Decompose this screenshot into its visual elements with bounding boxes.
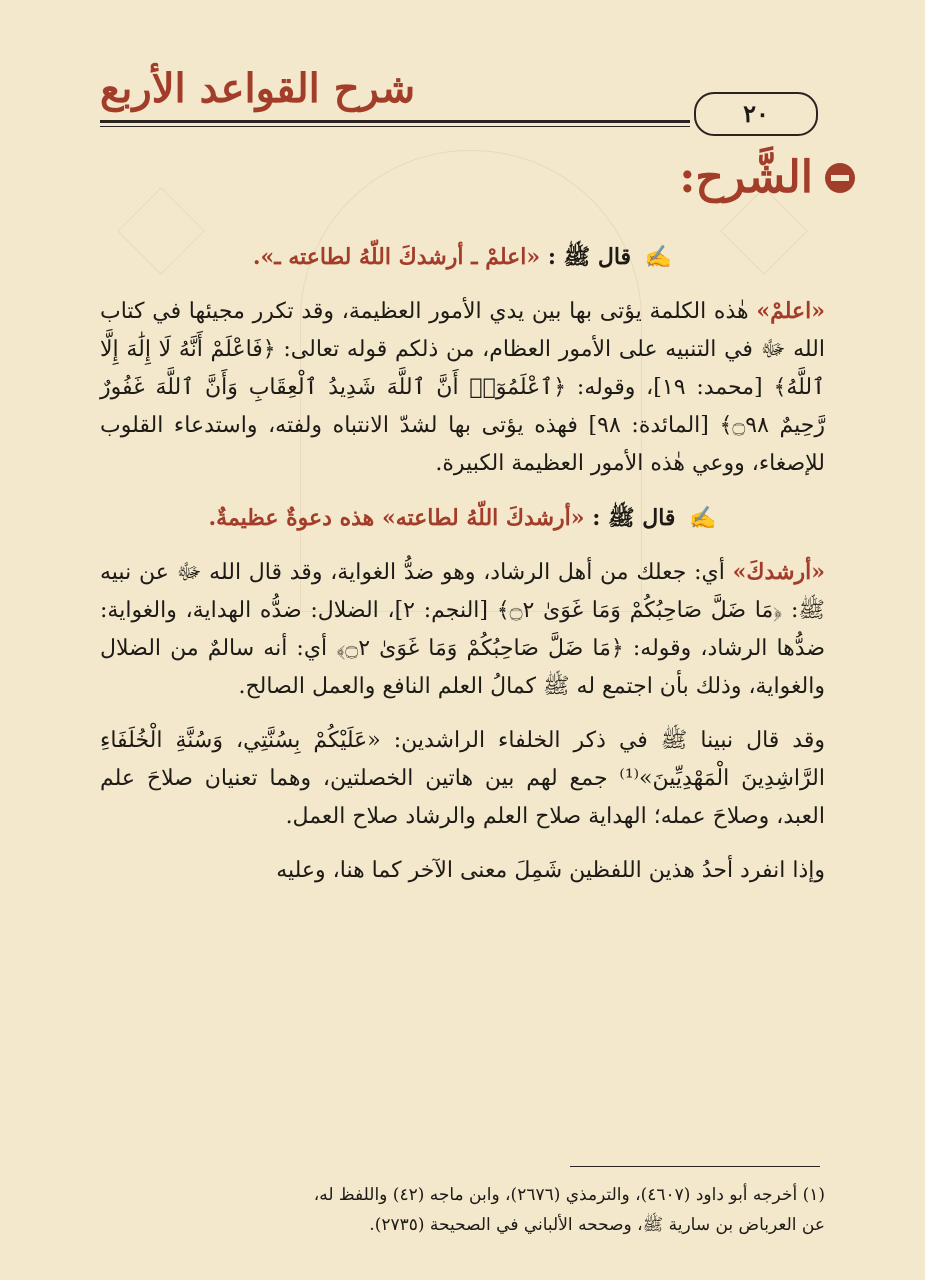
quote-prefix: قال ﷺ : (592, 505, 676, 531)
paragraph-text: أي: جعلك من أهل الرشاد، وهو ضدُّ الغواية، وقد قال الله ﷻ عن نبيه ﷺ: ﴿مَا ضَلَّ صَاحِبُكُمْ وَمَا غَوَىٰ ۝٢﴾ [النجم: ٢]، الضلال: ضدُّه الهداية، والغواية: ضدُّها الرشاد، وقوله: ﴿مَا ضَلَّ صَاحِبُكُمْ وَمَا غَوَىٰ ۝٢﴾ أي: أنه سالمٌ من الضلال والغواية، وذلك بأن اجتمع له ﷺ كمالُ العلم النافع والعمل الصالح. (100, 560, 826, 699)
footnotes (100, 1180, 825, 1240)
pen-icon: ✍ (644, 244, 673, 270)
section-heading (679, 152, 855, 203)
quote-prefix: قال ﷺ : (547, 244, 632, 270)
section-heading-text: الشَّرح: (679, 152, 813, 203)
quote-line-1 (100, 238, 825, 276)
paragraph-text: هٰذه الكلمة يؤتى بها بين يدي الأمور العظيمة، وقد تكرر مجيئها في كتاب الله ﷻ في التنبيه على الأمور العظام، من ذلكم قوله تعالى: ﴿فَاعْلَمْ أَنَّهُ لَا إِلَٰهَ إِلَّا ٱللَّهُ﴾ [محمد: ١٩]، وقوله: ﴿ٱعْلَمُوٓا۟ أَنَّ ٱللَّهَ شَدِيدُ ٱلْعِقَابِ وَأَنَّ ٱللَّهَ غَفُورٌ رَّحِيمٌ ۝٩٨﴾ [المائدة: ٩٨] فهذه يؤتى بها لشدّ الانتباه ولفته، واستدعاء القلوب للإصغاء، ووعي هٰذه الأمور العظيمة الكبيرة. (100, 299, 826, 476)
paragraph-1 (100, 292, 825, 483)
paragraph-lead: «اعلمْ» (756, 298, 825, 324)
footnote-line-2: عن العرباض بن سارية ﷺ، وصححه الألباني في الصحيحة (٢٧٣٥). (369, 1215, 825, 1235)
quote-text: «اعلمْ ـ أرشدكَ اللّهُ لطاعته ـ». (252, 244, 541, 270)
quote-line-2 (100, 499, 825, 537)
paragraph-4: وإذا انفرد أحدُ هذين اللفظين شَمِلَ معنى الآخر كما هنا، وعليه (276, 858, 825, 883)
header-rule-thick (100, 120, 690, 123)
pen-icon: ✍ (689, 505, 717, 531)
quote-text: «أرشدكَ اللّهُ لطاعته» هذه دعوةٌ عظيمةٌ. (208, 505, 585, 531)
footnote-line-1: (١) أخرجه أبو داود (٤٦٠٧)، والترمذي (٢٦٧٦)، وابن ماجه (٤٢) واللفظ له، (313, 1185, 825, 1205)
body-text (100, 238, 825, 906)
paragraph-2 (100, 553, 825, 706)
page-number: ٢٠ (694, 92, 818, 136)
footnote-rule (570, 1166, 820, 1167)
book-title: شرح القواعد الأربع (100, 65, 416, 112)
paragraph-lead: «أرشدكَ» (732, 559, 825, 585)
ornament-bullet-icon (825, 163, 855, 193)
paragraph-3: وقد قال نبينا ﷺ في ذكر الخلفاء الراشدين: «عَلَيْكُمْ بِسُنَّتِي، وَسُنَّةِ الْخُلَفَاءِ الرَّاشِدِينَ الْمَهْدِيِّينَ»⁽¹⁾ جمع لهم بين هاتين الخصلتين، وهما تعنيان صلاحَ علم العبد، وصلاحَ عمله؛ الهداية صلاح العلم والرشاد صلاح العمل. (100, 728, 825, 829)
header-rule-thin (100, 126, 690, 127)
